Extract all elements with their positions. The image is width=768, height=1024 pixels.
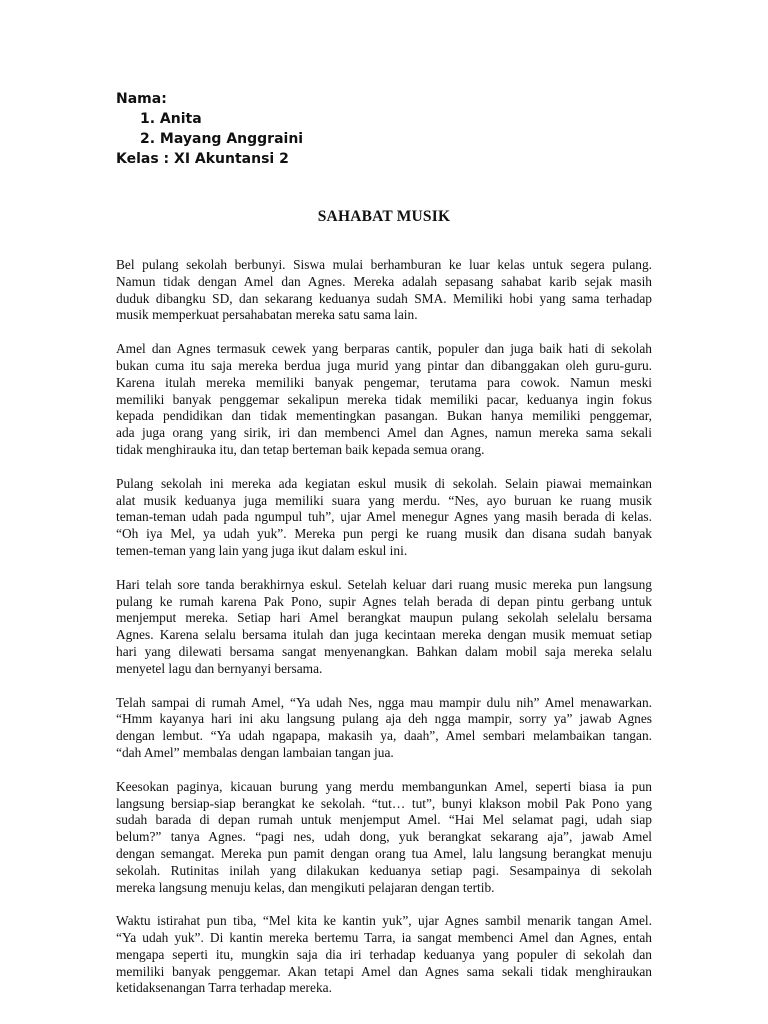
text-line: Pulang sekolah ini mereka ada kegiatan eskul musik di sekolah. Selain piawai memainkan: [116, 475, 652, 491]
name-label: Nama:: [116, 91, 167, 107]
text-line: tidak menghirauka itu, dan tetap berteman baik kepada semua orang.: [116, 441, 485, 457]
text-line: ketidaksenangan Tarra terhadap mereka.: [116, 980, 332, 996]
text-line: mengapa seperti itu, mungkin saja dia iri terhadap keduanya yang populer di sekolah dan: [116, 946, 652, 962]
text-line: menyetel lagu dan bernyanyi bersama.: [116, 660, 323, 676]
text-line: dengan semangat. Mereka pun pamit dengan orang tua Amel, lalu langsung berangkat menuju: [116, 845, 652, 861]
text-line: kepada pendidikan dan tidak mementingkan pasangan. Bukan hanya memiliki penggemar,: [116, 408, 652, 424]
story-paragraph: [116, 913, 652, 997]
text-line: “Ya udah yuk”. Di kantin mereka bertemu Tarra, ia sangat membenci Amel dan Agnes, entah: [116, 930, 652, 946]
text-line: Telah sampai di rumah Amel, “Ya udah Nes, ngga mau mampir dulu nih” Amel menawarkan.: [116, 694, 652, 710]
story-title: SAHABAT MUSIK: [317, 208, 451, 225]
text-line: bukan cuma itu saja mereka berdua juga murid yang pintar dan dibanggakan oleh guru-guru.: [116, 357, 652, 373]
text-line: dengan lembut. “Ya udah ngapapa, makasih ya, daah”, Amel sembari melambaikan tangan.: [116, 728, 652, 744]
student-info: [116, 89, 303, 169]
text-line: belum?” tanya Agnes. “pagi nes, udah dong, yuk berangkat sekarang aja”, jawab Amel: [116, 829, 652, 845]
text-line: Hari telah sore tanda berakhirnya eskul. Setelah keluar dari ruang music mereka pun langsung: [116, 576, 652, 592]
member-name: 2. Mayang Anggraini: [140, 131, 304, 147]
text-line: “Hmm kayanya hari ini aku langsung pulang aja deh ngga mampir, sorry ya” jawab Agnes: [116, 711, 652, 727]
text-line: Bel pulang sekolah berbunyi. Siswa mulai berhamburan ke luar kelas untuk segera pulang.: [116, 257, 652, 272]
text-line: Namun tidak dengan Amel dan Agnes. Mereka adalah sepasang sahabat karib sejak masih: [116, 273, 652, 289]
text-line: alat musik keduanya juga memiliki suara yang merdu. “Nes, ayo buruan ke ruang musik: [116, 492, 652, 508]
text-line: mereka langsung menuju kelas, dan mengikuti pelajaran dengan tertib.: [116, 879, 495, 895]
text-line: sekolah. Rutinitas inilah yang dilakukan keduanya setiap pagi. Sesampainya di sekolah: [116, 862, 652, 878]
text-line: Karena itulah mereka memiliki banyak pengemar, terutama para cowok. Namun meski: [116, 374, 652, 390]
text-line: teman-teman udah pada ngumpul tuh”, ujar Amel menegur Agnes yang masih berada di kelas.: [116, 509, 652, 525]
story-paragraph: [116, 257, 652, 324]
text-line: sudah barada di depan rumah untuk menjemput Amel. “Hai Mel selamat pagi, udah siap: [116, 812, 652, 828]
text-line: temen-teman yang lain yang juga ikut dalam eskul ini.: [116, 542, 408, 558]
member-name: 1. Anita: [140, 111, 202, 127]
text-line: menjemput mereka. Setiap hari Amel berangkat maupun pulang sekolah selelalu bersama: [116, 610, 652, 626]
text-line: Amel dan Agnes termasuk cewek yang berparas cantik, populer dan juga baik hati di sekolah: [116, 341, 652, 357]
story-paragraph: [116, 476, 652, 560]
text-line: Waktu istirahat pun tiba, “Mel kita ke kantin yuk”, ujar Agnes sambil menarik tangan Amel.: [116, 913, 652, 929]
text-line: Keesokan paginya, kicauan burung yang merdu membangunkan Amel, seperti biasa ia pun: [116, 778, 652, 794]
text-line: duduk dibangku SD, dan sekarang keduanya sudah SMA. Memiliki hobi yang sama terhadap: [116, 290, 652, 306]
text-line: memiliki banyak penggemar sekalipun mereka tidak memiliki pacar, keduanya ingin fokus: [116, 391, 652, 407]
text-line: Agnes. Karena selalu bersama itulah dan juga kecintaan mereka dengan musik memuat setiap: [116, 627, 652, 643]
story-paragraph: [116, 577, 652, 678]
text-line: musik memperkuat persahabatan mereka satu sama lain.: [116, 307, 418, 323]
text-line: “dah Amel” membalas dengan lambaian tangan jua.: [116, 744, 394, 760]
class-label: Kelas : XI Akuntansi 2: [116, 151, 289, 167]
text-line: memiliki banyak penggemar. Akan tetapi Amel dan Agnes sama sekali tidak menghiraukan: [116, 963, 652, 979]
text-line: ada juga orang yang sirik, iri dan membenci Amel dan Agnes, namun mereka sama sekali: [116, 425, 652, 441]
text-line: hari yang dilewati bersama sangat menyenangkan. Bahkan dalam mobil saja mereka selalu: [116, 643, 652, 659]
text-line: pulang ke rumah karena Pak Pono, supir Agnes telah berada di depan pintu gerbang untuk: [116, 593, 652, 609]
text-line: langsung bersiap-siap berangkat ke sekolah. “tut… tut”, bunyi klakson mobil Pak Pono yang: [116, 795, 652, 811]
story-paragraph: [116, 695, 652, 762]
story-paragraph: [116, 779, 652, 897]
story-body: [116, 257, 652, 1014]
story-paragraph: [116, 341, 652, 459]
text-line: “Oh iya Mel, ya udah yuk”. Mereka pun pergi ke ruang musik dan disana sudah banyak: [116, 526, 652, 542]
